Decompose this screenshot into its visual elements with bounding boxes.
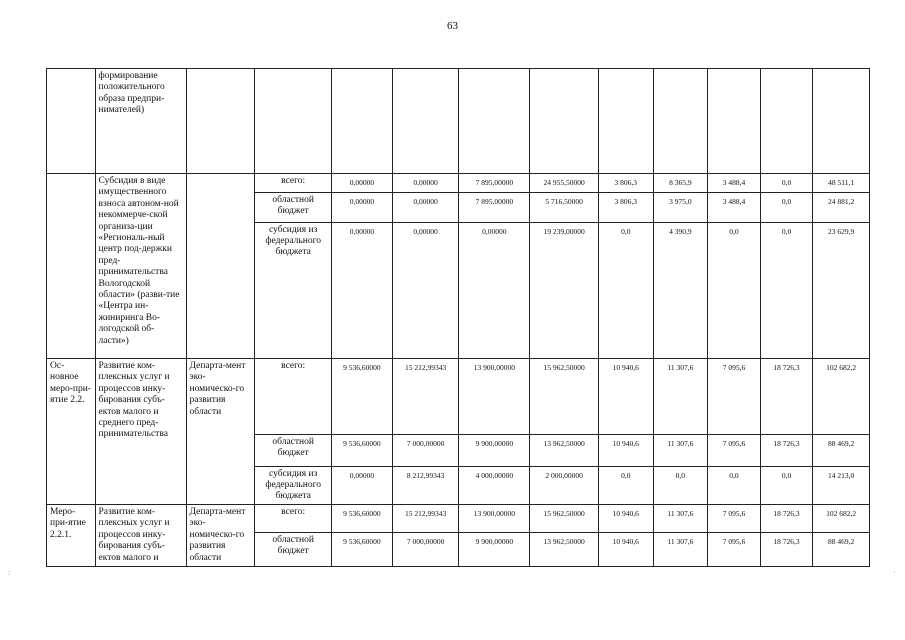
- value-cell: 3 488,4: [708, 174, 761, 193]
- value-cell: [653, 69, 708, 174]
- value-cell: 7 895,00000: [459, 174, 530, 193]
- budget-table: [46, 68, 870, 567]
- value-cell: [708, 69, 761, 174]
- value-cell: 0,00000: [459, 223, 530, 359]
- value-cell: 15 212,99343: [392, 505, 459, 533]
- value-cell: 10 940,6: [598, 505, 653, 533]
- value-cell: 7 095,6: [708, 359, 761, 435]
- value-cell: 3 488,4: [708, 193, 761, 223]
- value-cell: 9 536,60000: [332, 505, 393, 533]
- value-cell: 13 962,50000: [530, 435, 599, 467]
- funding-source-cell: всего:: [255, 505, 332, 533]
- value-cell: 8 365,9: [653, 174, 708, 193]
- value-cell: [392, 69, 459, 174]
- funding-source-cell: всего:: [255, 359, 332, 435]
- value-cell: 3 806,3: [598, 174, 653, 193]
- value-cell: 0,00000: [332, 223, 393, 359]
- value-cell: 102 682,2: [813, 359, 870, 435]
- value-cell: 15 962,50000: [530, 359, 599, 435]
- value-cell: 0,00000: [392, 193, 459, 223]
- value-cell: 10 940,6: [598, 359, 653, 435]
- value-cell: 18 726,3: [760, 532, 813, 566]
- value-cell: 7 895,00000: [459, 193, 530, 223]
- row-name-cell: Развитие ком-плексных услуг и процессов инку-бирования субъ-ектов малого и среднего пред-принимательства: [95, 359, 186, 505]
- value-cell: 0,00000: [392, 223, 459, 359]
- value-cell: 0,0: [760, 223, 813, 359]
- value-cell: 23 629,9: [813, 223, 870, 359]
- funding-source-cell: областной бюджет: [255, 532, 332, 566]
- value-cell: 18 726,3: [760, 359, 813, 435]
- value-cell: 19 239,00000: [530, 223, 599, 359]
- row-name-cell: Развитие ком-плексных услуг и процессов инку-бирования субъ-ектов малого и: [95, 505, 186, 567]
- row-name-cell: формирование положительного образа предпри-нимателей): [95, 69, 186, 174]
- value-cell: 15 962,50000: [530, 505, 599, 533]
- value-cell: 7 000,00000: [392, 532, 459, 566]
- value-cell: 0,0: [598, 223, 653, 359]
- value-cell: 15 212,99343: [392, 359, 459, 435]
- value-cell: 13 900,00000: [459, 505, 530, 533]
- funding-source-cell: субсидия из федерального бюджета: [255, 223, 332, 359]
- funding-source-cell: всего:: [255, 174, 332, 193]
- funding-source-cell: областной бюджет: [255, 435, 332, 467]
- value-cell: 18 726,3: [760, 505, 813, 533]
- page-number: 63: [447, 20, 458, 32]
- value-cell: [760, 69, 813, 174]
- value-cell: 9 536,60000: [332, 532, 393, 566]
- value-cell: 7 095,6: [708, 532, 761, 566]
- value-cell: 0,00000: [332, 193, 393, 223]
- value-cell: 24 955,50000: [530, 174, 599, 193]
- value-cell: 0,0: [708, 223, 761, 359]
- value-cell: 11 307,6: [653, 359, 708, 435]
- value-cell: 9 536,60000: [332, 359, 393, 435]
- value-cell: 88 469,2: [813, 532, 870, 566]
- value-cell: 11 307,6: [653, 505, 708, 533]
- value-cell: 5 716,50000: [530, 193, 599, 223]
- row-code-cell: Ос-новное меро-при-ятие 2.2.: [47, 359, 96, 505]
- row-executor-cell: Департа-мент эко-номическо-го развития области: [186, 505, 255, 567]
- value-cell: [459, 69, 530, 174]
- value-cell: 11 307,6: [653, 532, 708, 566]
- table-row: [47, 359, 870, 435]
- funding-source-cell: субсидия из федерального бюджета: [255, 467, 332, 505]
- value-cell: 24 881,2: [813, 193, 870, 223]
- row-code-cell: [47, 174, 96, 359]
- value-cell: 0,00000: [392, 174, 459, 193]
- right-margin-mark: ·: [893, 568, 896, 577]
- value-cell: 10 940,6: [598, 532, 653, 566]
- value-cell: 3 806,3: [598, 193, 653, 223]
- value-cell: 0,00000: [332, 467, 393, 505]
- value-cell: 48 511,1: [813, 174, 870, 193]
- value-cell: 4 000,00000: [459, 467, 530, 505]
- value-cell: 0,00000: [332, 174, 393, 193]
- value-cell: [813, 69, 870, 174]
- table-row: [47, 69, 870, 174]
- value-cell: [332, 69, 393, 174]
- value-cell: 8 212,99343: [392, 467, 459, 505]
- left-margin-mark: :: [8, 568, 11, 577]
- funding-source-cell: областной бюджет: [255, 193, 332, 223]
- value-cell: 0,0: [708, 467, 761, 505]
- value-cell: 0,0: [653, 467, 708, 505]
- funding-source-cell: [255, 69, 332, 174]
- value-cell: 13 900,00000: [459, 359, 530, 435]
- value-cell: 2 000,00000: [530, 467, 599, 505]
- value-cell: 7 095,6: [708, 505, 761, 533]
- value-cell: 9 536,60000: [332, 435, 393, 467]
- value-cell: 0,0: [760, 174, 813, 193]
- row-executor-cell: [186, 69, 255, 174]
- value-cell: [530, 69, 599, 174]
- row-executor-cell: [186, 174, 255, 359]
- value-cell: 13 962,50000: [530, 532, 599, 566]
- value-cell: 9 900,00000: [459, 532, 530, 566]
- value-cell: 3 975,0: [653, 193, 708, 223]
- value-cell: 0,0: [760, 193, 813, 223]
- value-cell: 88 469,2: [813, 435, 870, 467]
- value-cell: 18 726,3: [760, 435, 813, 467]
- value-cell: 10 940,6: [598, 435, 653, 467]
- value-cell: 0,0: [598, 467, 653, 505]
- value-cell: 11 307,6: [653, 435, 708, 467]
- value-cell: 0,0: [760, 467, 813, 505]
- row-code-cell: [47, 69, 96, 174]
- row-name-cell: Субсидия в виде имущественного взноса автоном-ной некоммерче-ской организа-ции «Региональ-ный центр под-держки пред-принимательства Вологодской области» (разви-тие «Центра ин-жиниринга Во-логодской об-ласти»): [95, 174, 186, 359]
- value-cell: 7 000,00000: [392, 435, 459, 467]
- row-executor-cell: Департа-мент эко-номическо-го развития области: [186, 359, 255, 505]
- value-cell: 9 900,00000: [459, 435, 530, 467]
- table-row: [47, 174, 870, 193]
- value-cell: 7 095,6: [708, 435, 761, 467]
- table-row: [47, 505, 870, 533]
- value-cell: 102 682,2: [813, 505, 870, 533]
- row-code-cell: Меро-при-ятие 2.2.1.: [47, 505, 96, 567]
- value-cell: 14 213,0: [813, 467, 870, 505]
- value-cell: [598, 69, 653, 174]
- value-cell: 4 390,9: [653, 223, 708, 359]
